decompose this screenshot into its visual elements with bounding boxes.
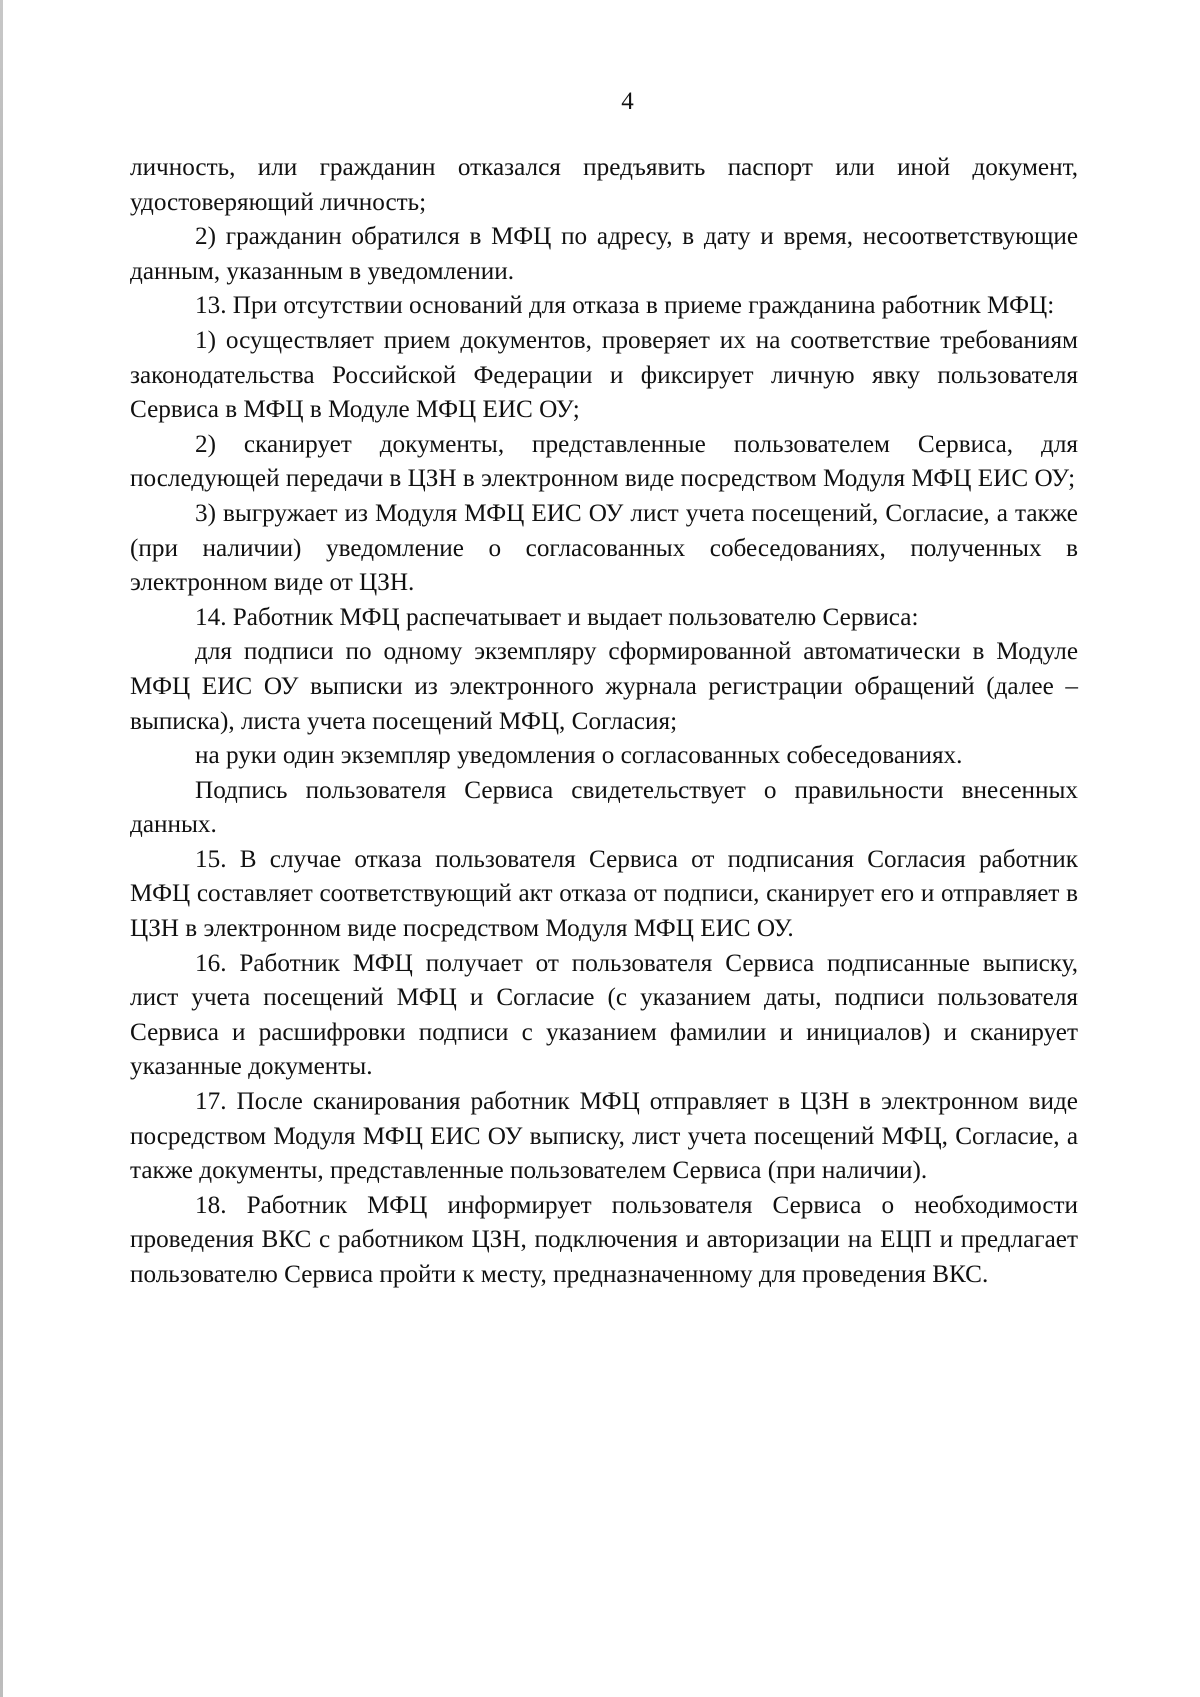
paragraph-14-signature: для подписи по одному экземпляру сформированной автоматически в Модуле МФЦ ЕИС ОУ выписки из электронного журнала регистрации обращений (далее – выписка), листа учета посещений МФЦ, Согласия; xyxy=(130,638,1078,735)
paragraph-14: 14. Работник МФЦ распечатывает и выдает пользователю Сервиса: xyxy=(195,603,919,631)
paragraph-15: 15. В случае отказа пользователя Сервиса от подписания Согласия работник МФЦ составляет соответствующий акт отказа от подписи, сканирует его и отправляет в ЦЗН в электронном виде посредством Модуля МФЦ ЕИС ОУ. xyxy=(130,845,1078,943)
paragraph-continuation: личность, или гражданин отказался предъявить паспорт или иной документ, удостоверяющий личность; xyxy=(130,154,1078,216)
document-body xyxy=(130,151,1078,1293)
paragraph-17: 17. После сканирования работник МФЦ отправляет в ЦЗН в электронном виде посредством Модуля МФЦ ЕИС ОУ выписку, лист учета посещений МФЦ, Согласие, а также документы, представленные пользователем Сервиса (при наличии). xyxy=(130,1088,1078,1185)
paragraph-14-note: Подпись пользователя Сервиса свидетельствует о правильности внесенных данных. xyxy=(130,776,1078,839)
page-number: 4 xyxy=(621,88,634,115)
paragraph-14-handout: на руки один экземпляр уведомления о согласованных собеседованиях. xyxy=(195,742,963,770)
paragraph-13: 13. При отсутствии оснований для отказа в приеме гражданина работник МФЦ: xyxy=(195,292,1055,320)
scan-edge xyxy=(0,0,3,1697)
paragraph-item-13-3: 3) выгружает из Модуля МФЦ ЕИС ОУ лист учета посещений, Согласие, а также (при наличии) уведомление о согласованных собеседованиях, полученных в электронном виде от ЦЗН. xyxy=(130,499,1078,597)
paragraph-item-13-1: 1) осуществляет прием документов, проверяет их на соответствие требованиям законодательства Российской Федерации и фиксирует личную явку пользователя Сервиса в МФЦ в Модуле МФЦ ЕИС ОУ; xyxy=(130,326,1078,424)
paragraph-16: 16. Работник МФЦ получает от пользователя Сервиса подписанные выписку, лист учета посещений МФЦ и Согласие (с указанием даты, подписи пользователя Сервиса и расшифровки подписи с указанием фамилии и инициалов) и сканирует указанные документы. xyxy=(130,949,1078,1081)
paragraph-18: 18. Работник МФЦ информирует пользователя Сервиса о необходимости проведения ВКС с работником ЦЗН, подключения и авторизации на ЕЦП и предлагает пользователю Сервиса пройти к месту, предназначенному для проведения ВКС. xyxy=(130,1191,1078,1288)
paragraph-item-12-2: 2) гражданин обратился в МФЦ по адресу, в дату и время, несоответствующие данным, указанным в уведомлении. xyxy=(130,223,1078,285)
paragraph-item-13-2: 2) сканирует документы, представленные пользователем Сервиса, для последующей передачи в ЦЗН в электронном виде посредством Модуля МФЦ ЕИС ОУ; xyxy=(130,430,1078,493)
